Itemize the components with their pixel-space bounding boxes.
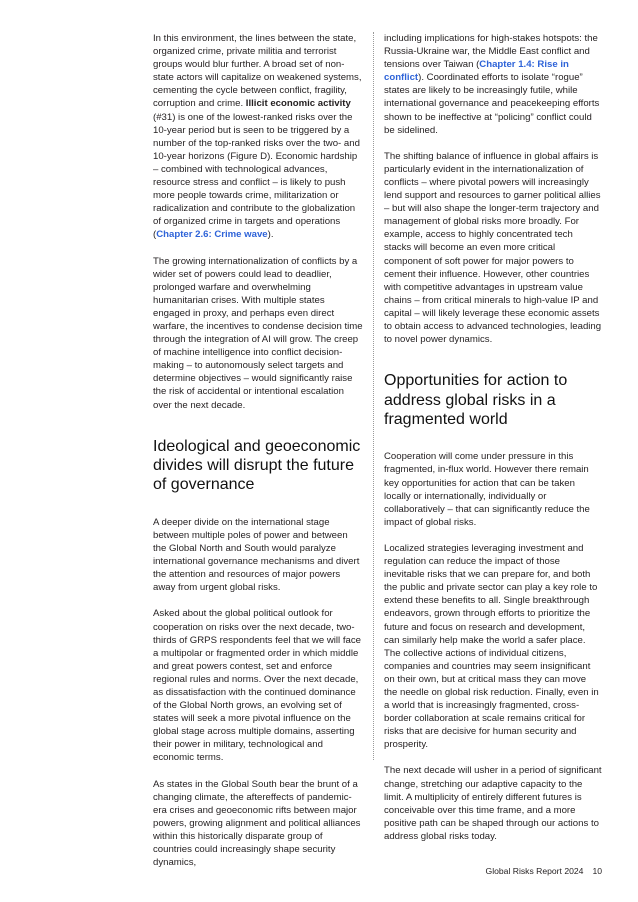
page-number: 10 <box>592 866 602 876</box>
left-column <box>153 32 363 882</box>
paragraph-text: ). <box>267 229 274 241</box>
paragraph: Localized strategies leveraging investment and regulation can reduce the impact of those inevitable risks that we can prepare for, and both the public and private sector can play a key role to extend these benefits to all. Single breakthrough endeavors, grown through efforts to prioritize the future and focus on research and development, can similarly help make the world a safer place. The collective actions of individual citizens, companies and countries may seem insignificant on their own, but at critical mass they can move the needle on global risk reduction. Finally, even in a world that is increasingly fragmented, cross-border collaboration at scale remains critical for risks that are decisive for human security and prosperity. <box>384 542 599 751</box>
paragraph-text: In this environment, the lines between the state, organized crime, private militia and terrorist groups would blur further. A broad set of non-state actors will capitalize on weakened systems, cementing the cycle between conflict, fragility, corruption and crime. <box>153 33 362 110</box>
paragraph: The growing internationalization of conflicts by a wider set of powers could lead to deadlier, prolonged warfare and overwhelming humanitarian crises. With multiple states engaged in proxy, and perhaps even direct warfare, the incentives to condense decision time through the integration of AI will grow. The creep of machine intelligence into conflict decision-making – to autonomously select targets and determine objectives – would significantly raise the risk of accidental or intentional escalation over the next decade. <box>153 255 363 411</box>
bold-term: Illicit economic activity <box>245 98 351 110</box>
paragraph: The shifting balance of influence in global affairs is particularly evident in the internationalization of conflicts – where pivotal powers will increasingly lend support and resources to garner political allies – but will also shape the longer-term trajectory and management of global risks more broadly. For example, access to highly concentrated tech stacks will become an even more critical component of soft power for major powers to cement their influence. However, other countries with competitive advantages in upstream value chains – from critical minerals to high-value IP and capital – will likely leverage these economic assets to obtain access to advanced technologies, leading to novel power dynamics. <box>384 150 602 346</box>
right-column <box>384 32 602 856</box>
paragraph: The next decade will usher in a period of significant change, stretching our adaptive capacity to the limit. A multiplicity of entirely different futures is conceivable over this time frame, and a more positive path can be shaped through our actions to address global risks today. <box>384 765 602 842</box>
section-heading: Ideological and geoeconomic divides will disrupt the future of governance <box>153 437 361 494</box>
column-divider <box>373 32 374 760</box>
page-footer <box>486 866 602 876</box>
paragraph <box>384 32 602 137</box>
report-title: Global Risks Report 2024 <box>485 866 584 876</box>
paragraph-text: ). Coordinated efforts to isolate “rogue” states are likely to be increasingly futile, while international governance and peacekeeping efforts shown to be ineffective at “policing” conflict could be sidelined. <box>384 72 600 136</box>
paragraph-text: including implications for high-stakes hotspots: the Russia-Ukraine war, the Middle East conflict and tensions over Taiwan ( <box>384 33 598 71</box>
paragraph: Asked about the global political outlook for cooperation on risks over the next decade, two-thirds of GRPS respondents feel that we will face a multipolar or fragmented order in which middle and great powers contest, set and enforce regional rules and norms. Over the next decade, as dissatisfaction with the continued dominance of the Global North grows, an evolving set of states will seek a more pivotal influence on the global stage across multiple domains, asserting their power in military, technological and economic terms. <box>153 608 361 764</box>
section-heading: Opportunities for action to address global risks in a fragmented world <box>384 372 568 428</box>
paragraph: Cooperation will come under pressure in this fragmented, in-flux world. However there remain key opportunities for action that can be taken locally or internationally, individually or collaboratively – that can significantly reduce the impact of global risks. <box>384 451 590 528</box>
paragraph: As states in the Global South bear the brunt of a changing climate, the aftereffects of pandemic-era crises and geoeconomic rifts between major powers, growing alignment and political alliances within this historically disparate group of countries could increasingly shape security dynamics, <box>153 778 361 869</box>
paragraph <box>153 32 363 242</box>
chapter-link[interactable]: Chapter 2.6: Crime wave <box>156 229 268 241</box>
paragraph-text: (#31) is one of the lowest-ranked risks over the 10-year period but is seen to be triggered by a number of the top-ranked risks over the two- and 10-year horizons (Figure D). Economic hardship – combined with technological advances, resource stress and conflict – is likely to push more people towards crime, militarization or radicalization and contribute to the globalization of organized crime in targets and operations ( <box>153 111 360 241</box>
paragraph: A deeper divide on the international stage between multiple poles of power and between the Global North and South would paralyze international governance mechanisms and divert the attention and resources of major powers away from urgent global risks. <box>153 516 360 594</box>
chapter-link[interactable]: Chapter 1.4: Rise in conflict <box>384 59 569 84</box>
